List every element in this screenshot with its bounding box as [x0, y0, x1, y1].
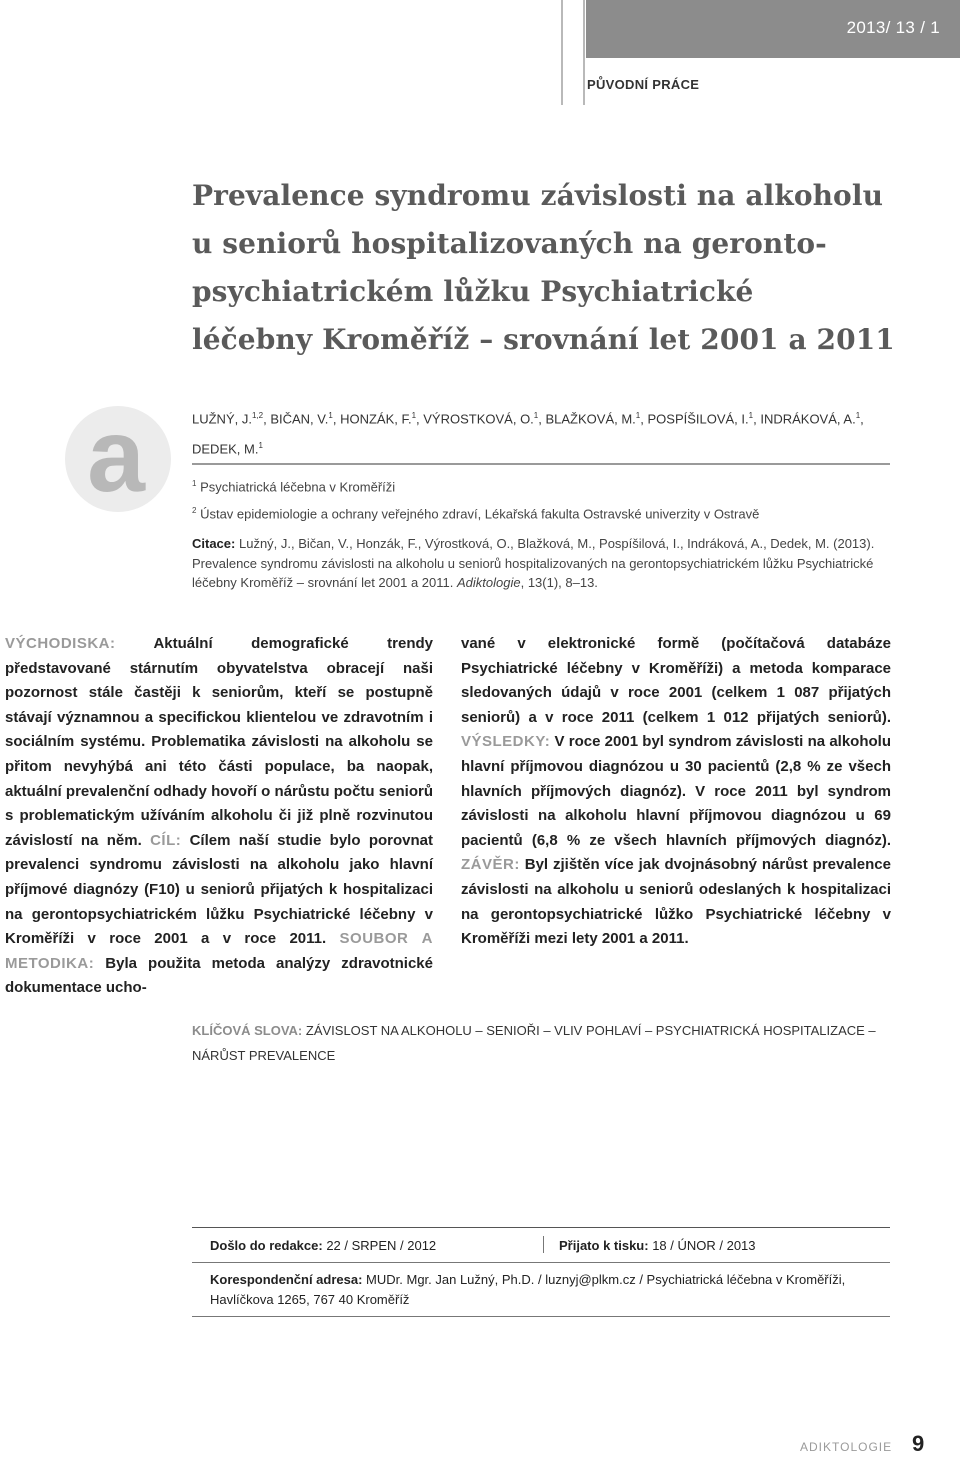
- author-affiliation: 1: [411, 411, 417, 420]
- divider: [192, 1262, 890, 1263]
- date-received: Došlo do redakce: 22 / SRPEN / 2012: [210, 1238, 437, 1253]
- section-label: PŮVODNÍ PRÁCE: [587, 77, 700, 92]
- author-name: LUŽNÝ, J.: [192, 411, 252, 427]
- title-line: léčebny Kroměříž – srovnání let 2001 a 2011: [192, 323, 895, 356]
- author-affiliation: 1: [748, 411, 754, 420]
- author-name: BLAŽKOVÁ, M.: [545, 411, 636, 427]
- author-name: VÝROSTKOVÁ, O.: [423, 411, 534, 427]
- abstract-heading: ZÁVĚR:: [461, 856, 520, 874]
- abstract-heading: VÝCHODISKA:: [5, 635, 116, 652]
- citation-line: Prevalence syndromu závislosti na alkoholu u seniorů hospitalizovaných na gerontopsychiatrickém lůžku Psychiatrické: [192, 555, 874, 571]
- title-line: u seniorů hospitalizovaných na geronto-: [192, 227, 827, 260]
- page-number: 9: [912, 1431, 925, 1456]
- email-link[interactable]: luznyj@plkm.cz: [545, 1272, 636, 1287]
- abstract-column-right: vané v elektronické formě (počítačová databáze Psychiatrické léčebny v Kroměříži) a metoda komparace sledovaných údajů v roce 2001 (celkem 1 087 přijatých seniorů) a v roce 2011 (celkem 1 012 přijatých seniorů). VÝSLEDKY: V roce 2001 byl syndrom závislosti na alkoholu hlavní příjmovou diagnózou u 30 pacientů (2,8 % ze všech hlavních příjmových diagnóz). V roce 2011 byl syndrom závislosti na alkoholu hlavní příjmovou diagnózou u 69 pacientů (6,8 % ze všech hlavních příjmových diagnóz). ZÁVĚR: Byl zjištěn více jak dvojnásobný nárůst prevalence závislosti na alkoholu u seniorů odeslaných k hospitalizaci na gerontopsychiatrické lůžko Psychiatrické léčebny v Kroměříži mezi lety 2001 a 2011.: [461, 635, 891, 948]
- author-affiliation: 1: [328, 411, 333, 420]
- title-line: Prevalence syndromu závislosti na alkoholu: [192, 179, 884, 212]
- article-title: [192, 172, 932, 364]
- citation: Citace: Lužný, J., Bičan, V., Honzák, F., Výrostková, O., Blažková, M., Pospíšilová, I., Indráková, A., Dedek, M. (2013). Prevalence syndromu závislosti na alkoholu u seniorů hospitalizovaných na gerontopsychiatrickém lůžku Psychiatrické léčebny Kroměříž – srovnání let 2001 a 2011. Adiktologie, 13(1), 8–13.: [192, 536, 875, 590]
- author-affiliation: 1: [855, 411, 861, 420]
- divider: [192, 1227, 890, 1228]
- citation-line: Lužný, J., Bičan, V., Honzák, F., Výrostková, O., Blažková, M., Pospíšilová, I., Indráková, A., Dedek, M. (2013).: [238, 536, 875, 551]
- issue-number: 2013/ 13 / 1: [846, 18, 940, 37]
- header-divider-line: [561, 0, 563, 105]
- date-accepted: Přijato k tisku: 18 / ÚNOR / 2013: [559, 1238, 756, 1253]
- citation-line: léčebny Kroměříž – srovnání let 2001 a 2011.: [192, 575, 457, 590]
- affiliation-list: [192, 472, 892, 527]
- author-name: POSPÍŠILOVÁ, I.: [647, 411, 749, 427]
- affiliation-item: $^2$ Ústav epidemiologie a ochrany veřejného zdraví, Lékařská fakulta Ostravské univerzity v Ostravě: [192, 506, 760, 522]
- abstract-heading: VÝSLEDKY:: [461, 733, 551, 751]
- abstract-heading: CÍL:: [150, 831, 182, 849]
- author-affiliation: 1: [533, 411, 539, 420]
- divider: [192, 463, 890, 465]
- journal-logo-icon: [62, 405, 174, 513]
- logo-letter: a: [87, 405, 145, 513]
- author-affiliation: 1,2: [251, 411, 264, 420]
- keywords-label: KLÍČOVÁ SLOVA:: [192, 1023, 303, 1038]
- author-name: INDRÁKOVÁ, A.: [760, 411, 856, 427]
- correspondence-address: Korespondenční adresa: MUDr. Mgr. Jan Lužný, Ph.D. / luznyj@plkm.cz / Psychiatrická léčebna v Kroměříži, Havlíčkova 1265, 767 40 Kroměříž: [210, 1272, 846, 1307]
- author-name: HONZÁK, F.: [340, 411, 412, 427]
- citation-journal: Adiktologie: [456, 575, 521, 590]
- author-affiliation: 1: [258, 441, 263, 451]
- journal-name: ADIKTOLOGIE: [800, 1440, 893, 1454]
- author-name: DEDEK, M.: [192, 441, 259, 457]
- affiliation-item: $^1$ Psychiatrická léčebna v Kroměříži: [192, 479, 396, 495]
- abstract-heading: SOUBOR A METODIKA:: [5, 930, 434, 972]
- header-divider-line: [583, 0, 585, 105]
- author-list: LUŽNÝ, J.$^{1,2}$, BIČAN, V.$^1$, HONZÁK, F.$^1$, VÝROSTKOVÁ, O.$^1$, BLAŽKOVÁ, M.$^1$, POSPÍŠILOVÁ, I.$^1$, INDRÁKOVÁ, A.$^1$, DEDEK, M.$^1$: [192, 411, 864, 457]
- citation-label: Citace:: [192, 536, 236, 551]
- title-line: psychiatrickém lůžku Psychiatrické: [192, 275, 754, 308]
- divider: [543, 1236, 544, 1253]
- divider: [192, 1316, 890, 1317]
- issue-header-bar: [586, 0, 960, 58]
- author-affiliation: 1: [635, 411, 641, 420]
- abstract-column-left: VÝCHODISKA: Aktuální demografické trendy představované stárnutím obyvatelstva obracejí naši pozornost stále častěji k seniorům, kteří se postupně stávají významnou a specifickou klientelou ve zdravotním i sociálním systému. Problematika závislosti na alkoholu se přitom nevyhýbá ani této části populace, ba naopak, aktuální prevalenční odhady hovoří o nárůstu počtu seniorů s problematickým užíváním alkoholu či již plně rozvinutou závislostí na něm. CÍL: Cílem naší studie bylo porovnat prevalenci syndromu závislosti na alkoholu jako hlavní příjmové diagnózy (F10) u seniorů přijatých k hospitalizaci na gerontopsychiatrickém lůžku Psychiatrické léčebny v Kroměříži v roce 2001 a v roce 2011. SOUBOR A METODIKA: Byla použita metoda analýzy zdravotnické dokumentace ucho-: [5, 635, 434, 997]
- author-name: BIČAN, V.: [270, 411, 329, 427]
- keywords: KLÍČOVÁ SLOVA: ZÁVISLOST NA ALKOHOLU – SENIOŘI – VLIV POHLAVÍ – PSYCHIATRICKÁ HOSPITALIZACE – NÁRŮST PREVALENCE: [192, 1023, 876, 1063]
